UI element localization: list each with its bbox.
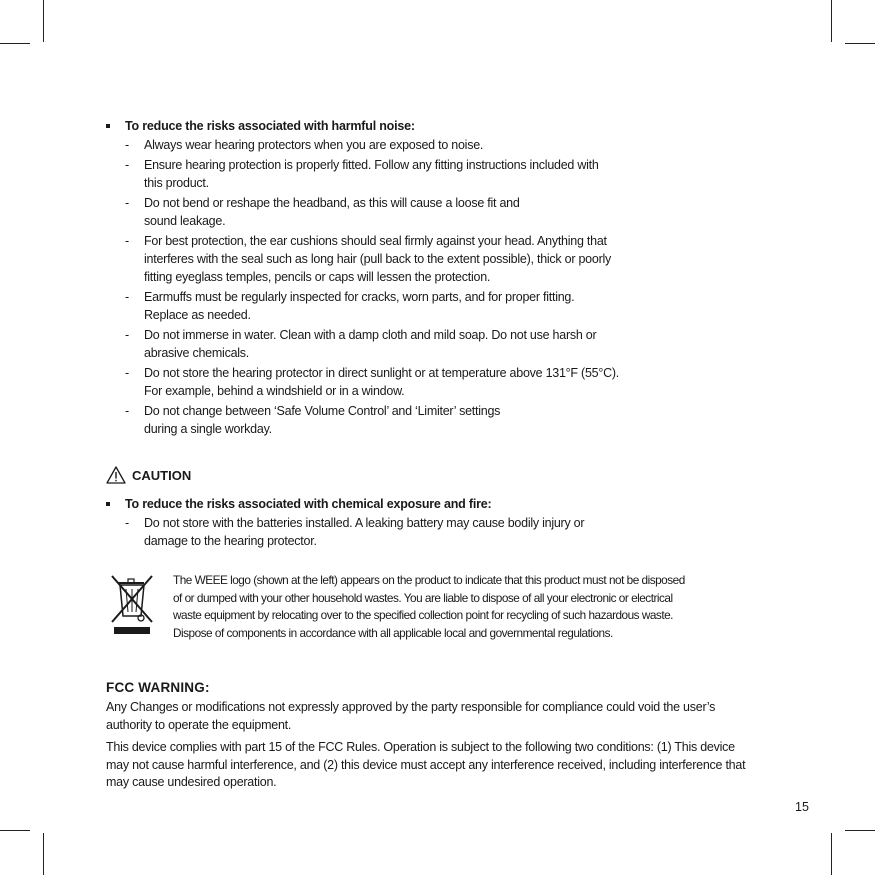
list-item: - Earmuffs must be regularly inspected for cracks, worn parts, and for proper fitting. Replace as needed. [106, 288, 746, 324]
weee-text: The WEEE logo (shown at the left) appears on the product to indicate that this product must not be disposed of or dumped with your other household wastes. You are liable to dispose of all your electronic or electrical waste equipment by relocating over to the specified collection point for recycling of such hazardous waste. Dispose of components in accordance with all applicable local and governmental regulations. [173, 573, 685, 640]
caution-label [106, 466, 191, 484]
crop-mark [0, 43, 30, 44]
bullet-square [106, 502, 110, 506]
chemical-heading-text: To reduce the risks associated with chemical exposure and fire: [125, 497, 492, 511]
fcc-paragraph-2: This device complies with part 15 of the FCC Rules. Operation is subject to the following two conditions: (1) This device may not cause harmful interference, and (2) this device must accept any interference received, including interference that may cause undesired operation. [106, 740, 746, 789]
crop-mark [845, 43, 875, 44]
list-item: - Always wear hearing protectors when you are exposed to noise. [106, 136, 746, 154]
noise-list [106, 136, 746, 438]
list-item-text: For best protection, the ear cushions should seal firmly against your head. Anything that interferes with the seal such as long hair (pull back to the extent possible), thick or poorly fitting eyeglass temples, pencils or caps will lessen the protection. [144, 234, 612, 284]
noise-heading-text: To reduce the risks associated with harmful noise: [125, 119, 415, 133]
crop-mark [43, 0, 44, 42]
crop-mark [43, 833, 44, 875]
noise-section [106, 117, 746, 438]
fcc-paragraph-1: Any Changes or modifications not expressly approved by the party responsible for compliance could void the user’s authority to operate the equipment. [106, 700, 716, 732]
list-item-text: Do not change between ‘Safe Volume Control’ and ‘Limiter’ settings during a single workday. [144, 404, 501, 436]
list-item-text: Earmuffs must be regularly inspected for cracks, worn parts, and for proper fitting. Replace as needed. [144, 290, 575, 322]
caution-text: CAUTION [132, 467, 192, 483]
list-item: - For best protection, the ear cushions should seal firmly against your head. Anything that interferes with the seal such as long hair (pull back to the extent possible), thick or poorly fitting eyeglass temples, pencils or caps will lessen the protection. [106, 232, 746, 286]
list-item-text: Do not immerse in water. Clean with a damp cloth and mild soap. Do not use harsh or abrasive chemicals. [144, 328, 597, 360]
list-item-text: Do not bend or reshape the headband, as this will cause a loose fit and sound leakage. [144, 196, 520, 228]
list-item-text: Do not store with the batteries installed. A leaking battery may cause bodily injury or damage to the hearing protector. [144, 516, 585, 548]
list-item: - Do not immerse in water. Clean with a damp cloth and mild soap. Do not use harsh or abrasive chemicals. [106, 326, 746, 362]
chemical-list [106, 514, 746, 550]
list-item-text: Ensure hearing protection is properly fitted. Follow any fitting instructions included with this product. [144, 158, 599, 190]
chemical-heading [106, 495, 746, 513]
fcc-title: FCC WARNING: [106, 680, 210, 695]
bullet-square [106, 124, 110, 128]
list-item-text: Always wear hearing protectors when you are exposed to noise. [144, 138, 484, 152]
crop-mark [845, 830, 875, 831]
list-item: - Ensure hearing protection is properly fitted. Follow any fitting instructions included with this product. [106, 156, 746, 192]
crop-mark [831, 833, 832, 875]
noise-heading [106, 117, 746, 135]
list-item: - Do not change between ‘Safe Volume Control’ and ‘Limiter’ settings during a single workday. [106, 402, 746, 438]
crop-mark [0, 830, 30, 831]
list-item: - Do not bend or reshape the headband, as this will cause a loose fit and sound leakage. [106, 194, 746, 230]
crop-mark [831, 0, 832, 42]
chemical-section [106, 495, 746, 550]
list-item: - Do not store the hearing protector in direct sunlight or at temperature above 131°F (55°C). For example, behind a windshield or in a window. [106, 364, 746, 400]
list-item-text: Do not store the hearing protector in direct sunlight or at temperature above 131°F (55°C). For example, behind a windshield or in a window. [144, 366, 620, 398]
page-number: 15 [795, 800, 809, 814]
list-item: - Do not store with the batteries installed. A leaking battery may cause bodily injury or damage to the hearing protector. [106, 514, 746, 550]
crossed-out-wheelie-bin-icon [106, 572, 158, 638]
warning-triangle-icon [106, 466, 126, 484]
